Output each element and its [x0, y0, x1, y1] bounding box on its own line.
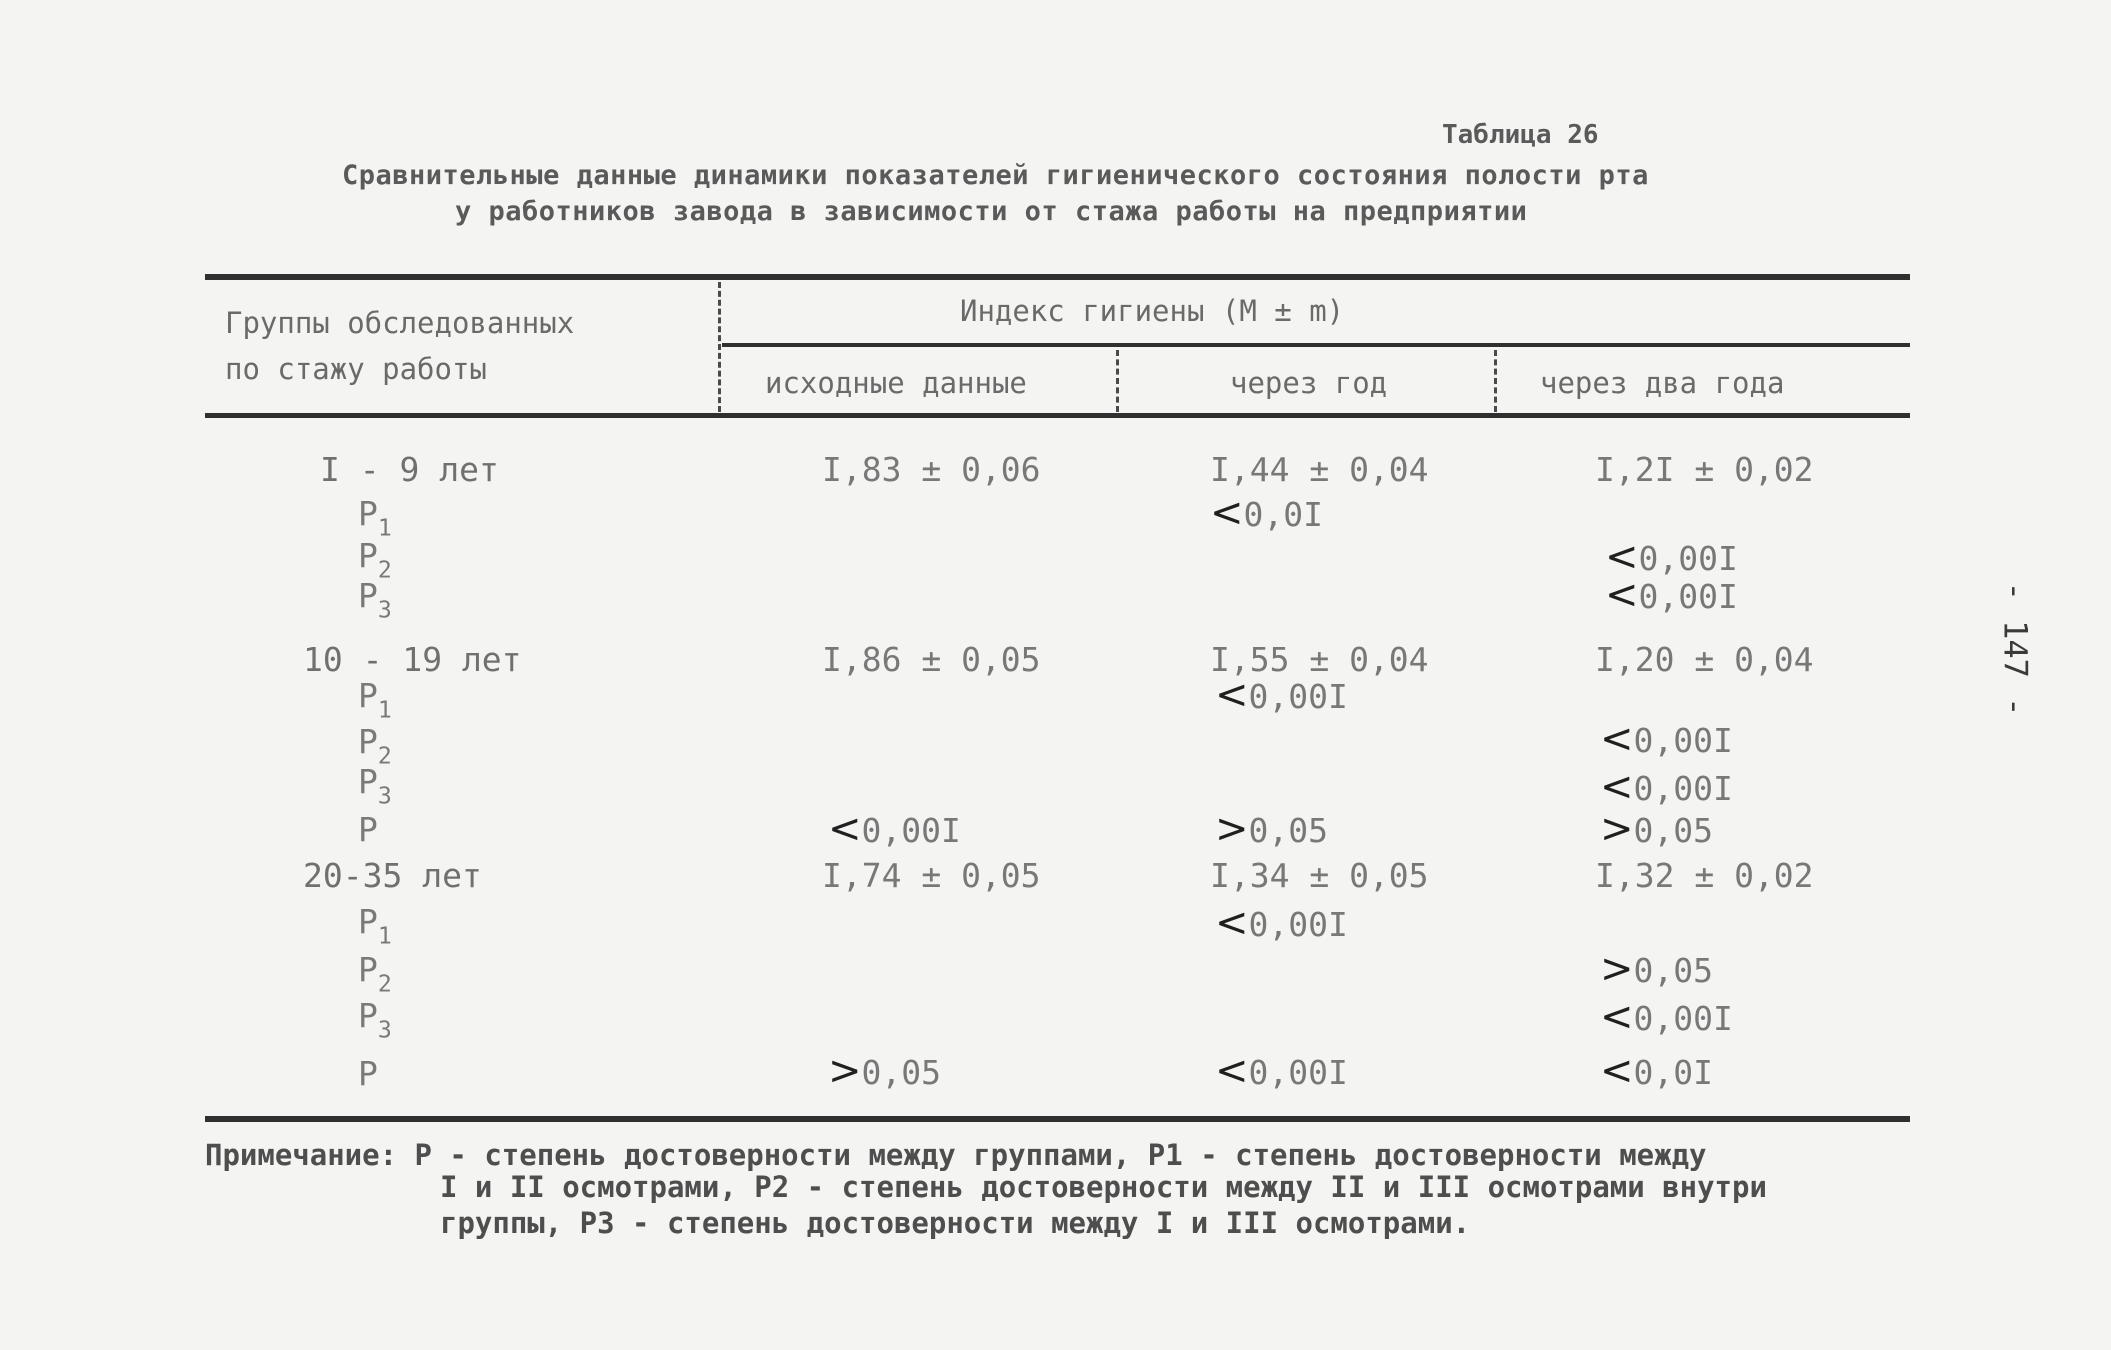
- p3-two-years-cell: <0,00I: [1600, 994, 1733, 1040]
- p1-label: $P_1$: [358, 494, 392, 542]
- p1-label: $P_1$: [358, 902, 392, 950]
- p-two-years-cell: <0,0I: [1600, 1048, 1713, 1094]
- value-two-years: I,2I ± 0,02: [1595, 450, 1814, 489]
- col-header-year: через год: [1230, 366, 1388, 400]
- value-year: I,55 ± 0,04: [1210, 640, 1429, 679]
- p-label: P: [358, 1054, 378, 1093]
- footnote-line2: I и II осмотрами, P2 - степень достоверности между II и III осмотрами внутри: [440, 1170, 1767, 1204]
- p3-label: $P_3$: [358, 996, 392, 1044]
- header-bottom-rule: [205, 413, 1910, 418]
- col-header-initial: исходные данные: [765, 366, 1027, 400]
- table-title-line2: у работников завода в зависимости от стажа работы на предприятии: [455, 196, 1528, 227]
- footnote-line3: группы, P3 - степень достоверности между I и III осмотрами.: [440, 1206, 1471, 1240]
- value-two-years: I,32 ± 0,02: [1595, 856, 1814, 895]
- p-year-cell: <0,00I: [1215, 1048, 1348, 1094]
- p2-label: $P_2$: [358, 950, 392, 998]
- p2-label: $P_2$: [358, 536, 392, 584]
- value-year: I,34 ± 0,05: [1210, 856, 1429, 895]
- p2-two-years-cell: >0,05: [1600, 946, 1713, 992]
- table-title-line1: Сравнительные данные динамики показателей гигиенического состояния полости рта: [342, 160, 1649, 191]
- header-subrule: [722, 343, 1910, 347]
- value-initial: I,86 ± 0,05: [822, 640, 1041, 679]
- value-initial: I,83 ± 0,06: [822, 450, 1041, 489]
- p3-label: $P_3$: [358, 576, 392, 624]
- p2-label: $P_2$: [358, 722, 392, 770]
- group-column-header-line2: по стажу работы: [225, 352, 487, 386]
- group-row-label: 20-35 лет: [303, 856, 482, 895]
- index-header: Индекс гигиены (M ± m): [960, 294, 1345, 328]
- p1-label: $P_1$: [358, 676, 392, 724]
- value-initial: I,74 ± 0,05: [822, 856, 1041, 895]
- p1-year-cell: <0,00I: [1215, 672, 1348, 718]
- value-two-years: I,20 ± 0,04: [1595, 640, 1814, 679]
- p2-two-years-cell: <0,00I: [1600, 716, 1733, 762]
- top-rule: [205, 274, 1910, 280]
- footnote-line1: Примечание: P - степень достоверности между группами, P1 - степень достоверности между: [205, 1138, 1707, 1172]
- p-label: P: [358, 810, 378, 849]
- table-number: Таблица 26: [1442, 120, 1599, 150]
- p-two-years-cell: >0,05: [1600, 806, 1713, 852]
- p3-label: $P_3$: [358, 762, 392, 810]
- header-divider-3: [1494, 350, 1497, 412]
- p3-two-years-cell: <0,00I: [1605, 572, 1738, 618]
- col-header-two-years: через два года: [1540, 366, 1785, 400]
- bottom-rule: [205, 1116, 1910, 1122]
- p2-two-years-cell: <0,00I: [1605, 534, 1738, 580]
- p3-two-years-cell: <0,00I: [1600, 764, 1733, 810]
- p-initial-cell: >0,05: [828, 1048, 941, 1094]
- p-initial-cell: <0,00I: [828, 806, 961, 852]
- header-divider-2: [1116, 350, 1119, 412]
- p1-year-cell: <0,0I: [1210, 490, 1323, 536]
- p1-year-cell: <0,00I: [1215, 900, 1348, 946]
- p-year-cell: >0,05: [1215, 806, 1328, 852]
- group-row-label: I - 9 лет: [320, 450, 499, 489]
- group-row-label: 10 - 19 лет: [303, 640, 522, 679]
- group-column-header-line1: Группы обследованных: [225, 306, 575, 340]
- header-divider-main: [718, 282, 721, 412]
- value-year: I,44 ± 0,04: [1210, 450, 1429, 489]
- page-number: - 147 -: [1996, 581, 2035, 717]
